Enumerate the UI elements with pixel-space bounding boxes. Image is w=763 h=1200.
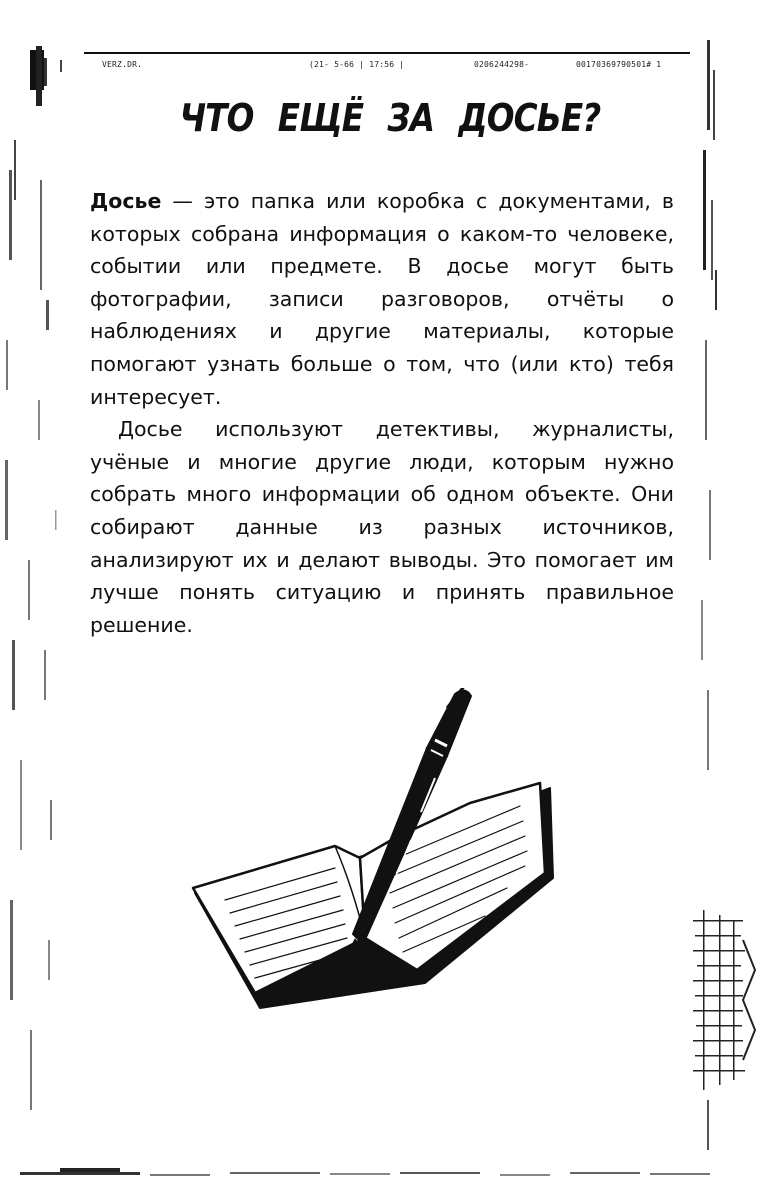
paragraph-1-text: — это папка или коробка с документами, в которых собрана информация о каком-то человеке, событии или предмете. В досье могут быть фотографии, записи разговоров, отчёты о наблюдениях и другие материалы, которые помогают узнать больше о том, что (или кто) тебя интересует. <box>90 189 674 409</box>
page-title: ЧТО ЕЩЁ ЗА ДОСЬЕ? <box>179 96 601 140</box>
scan-noise-bottom <box>0 1130 763 1200</box>
header-code-3: 00170369790501# 1 <box>576 60 662 69</box>
header-timestamp: (21- 5-66 | 17:56 | <box>309 60 405 69</box>
scan-noise-left <box>0 40 80 1170</box>
paragraph-1 <box>90 185 674 413</box>
scan-header-strip <box>84 58 690 74</box>
paragraph-2: Досье используют детективы, журналисты, учёные и многие другие люди, которым нужно собрать много информации об одном объекте. Они собирают данные из разных источников, анализируют их и делают выводы. Это помогает им лучше понять ситуацию и принять правильное решение. <box>90 417 674 637</box>
scan-noise-right <box>693 40 763 1160</box>
paragraph-1-term: Досье <box>90 189 162 213</box>
header-code-1: VERZ.DR. <box>102 60 143 69</box>
notebook-pen-illustration <box>185 688 565 1018</box>
header-code-2: 0206244298- <box>474 60 530 69</box>
header-rule <box>84 52 690 54</box>
body-text <box>90 185 674 641</box>
